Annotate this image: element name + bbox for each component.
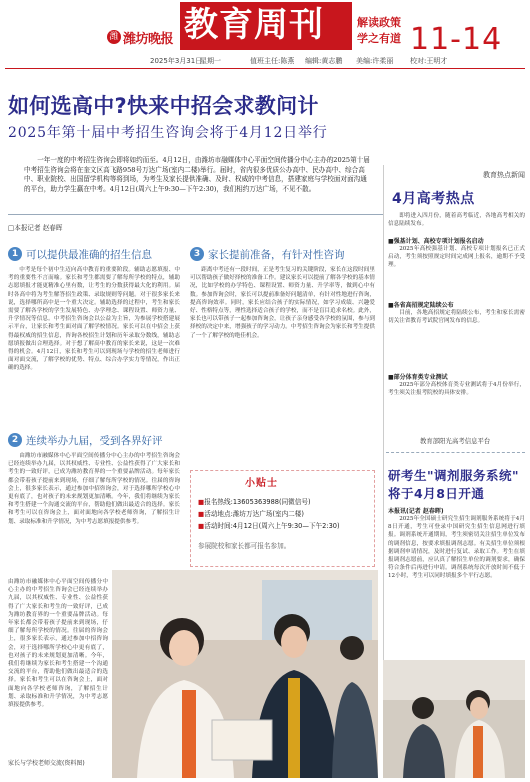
section-heading-2: 连续举办九届，受到各界好评 (26, 435, 163, 447)
tips-value: 13605363988(同微信号) (232, 498, 311, 506)
news1-item-3-text: 2025年部分高校体育类专业测试将于4月份举行，考生须关注报考院校的具体安排。 (388, 382, 525, 397)
tips-label: 活动地点: (204, 510, 233, 518)
section-heading-1: 可以提供最准确的招生信息 (26, 249, 152, 261)
masthead-divider (5, 68, 525, 69)
tips-item-hotline: ■报名热线:13605363988(同微信号) (198, 498, 311, 506)
section-body-1: 中考是每个初中生迈向高中教育的重要阶段。辅助志愿填报、中考的重要性不言而喻。家长和考生都需要了解每所学校的特点，辅助志愿填报才能更精准心里有数，让考生的分数获得最大化的利用。届时各高中将为考生解答招生政策、录取规则等问题。对于很多家长来说，选择哪所高中是一个重大决定。辅助选择的过程中，考生和家长需要了解各学校的学生发展特色、办学理念、课程设置、师资力量、升学情况等信息。中考招生咨询会以公益为主旨，为参展学校搭建展示平台，让家长和考生面对面了解学校情况。家长可以在中招会上获得最权威的招生信息，咨询各校招生计划和历年录取分数线，辅助志愿填报做出合理选择。对于想了解高中教育的家长来说，这是一次难得的机会。4月12日，家长和考生可以到现场与学校的招生老师进行面对面交流，了解学校的优势、特点、综合办学实力等情况，作出正确的选择。 (8, 267, 180, 372)
tips-label: 活动时间: (204, 522, 233, 530)
section-heading-3: 家长提前准备，有针对性咨询 (208, 249, 345, 261)
designer: 美编:许柔丽 (356, 57, 394, 65)
photo-caption: 家长与学校老师交流(资料图) (8, 760, 85, 767)
editor: 编辑:黄志鹏 (305, 57, 343, 65)
tips-title: 小贴士 (245, 478, 278, 489)
slogan-line-2: 学之有道 (357, 32, 401, 45)
news2-title-line-1: 研考生"调剂服务系统" (388, 468, 520, 483)
right-photo (383, 660, 525, 778)
tips-value: 潍坊万达广场(室内二楼) (232, 510, 304, 518)
news1-item-1-head: ■强基计划、高校专项计划报名启动 (388, 238, 484, 245)
slogan-line-1: 解读政策 (357, 16, 401, 29)
section-number-2: 2 (8, 433, 22, 447)
masthead (0, 0, 530, 58)
event-photo (112, 570, 378, 778)
right-photo-illustration (383, 660, 525, 778)
right-section-label: 教育热点新闻 (483, 171, 525, 179)
chief-editor: 值班主任:陈燕 (250, 57, 295, 65)
section-body-2: 由潍坊市融媒体中心平面空间传播分中心主办的中考招生咨询会已经连续举办九届，以其权威性、专业性、公益性获得了广大家长和考生的一致好评，已成为潍坊教育界的一个重要品牌活动。每年家长都会带着孩子提前来到现场，仔细了解每所学校的情况。往届的咨询会上，很多家长表示，通过参加中招咨询会，对于选择哪所学校心中更有底了，也对孩子的未来规划更加清晰。今年，我们将继续为家长和考生搭建一个沟通交流的平台，帮助他们做出最适合的选择。家长和考生可以在咨询会上，面对面地向各学校老师咨询，了解招生计划、录取标准和升学情况，为中考志愿填报提供参考。 (8, 453, 180, 525)
news1-title: 4月高考热点 (392, 191, 475, 207)
news1-intro: 即将进入四月份，随着高考临近，各地高考相关的信息陆续发布。 (388, 213, 525, 228)
tips-note: 参展院校和家长都可报名参加。 (198, 542, 291, 550)
article-subtitle: 2025年第十届中考招生咨询会将于4月12日举行 (8, 125, 328, 141)
news1-item-3-head: ■部分体育类专业测试 (388, 374, 448, 381)
issue-weekday: 星期一 (200, 57, 221, 65)
tips-label: 报名热线: (204, 498, 233, 506)
tips-box (190, 470, 375, 567)
proofreader: 校对:王明才 (410, 57, 448, 65)
section-title: 教育周刊 (184, 5, 324, 45)
page-range: 11-14 (410, 22, 503, 57)
issue-date: 2025年3月31日 (150, 57, 203, 65)
news2-body: 2025年全国硕士研究生招生调剂服务系统将于4月8日开通，考生可登录中国研究生招生信息网进行填报。调剂系统开通期间，考生须密切关注招生单位发布的调剂信息，按要求填报调剂志愿。有关招生单位须根据调剂申请情况，及时进行复试、录取工作。考生在填报调剂志愿前，应认真了解招生单位的调剂要求，确保符合条件后再进行申请。调剂系统每次开放时间不低于12小时，考生可以同时填报多个平行志愿。 (388, 516, 525, 580)
news-divider (386, 452, 525, 453)
section-body-3: 距离中考还有一段时间，正是考生复习的关键阶段，家长在这段时间里可以帮助孩子做好择校的准备工作。建议家长可以提前了解各学校的基本情况，比如学校的办学特色、课程设置、师资力量、升学率等，做到心中有数。参加咨询会时，家长可以提前准备好问题清单，有针对性地进行咨询，提高咨询效率。同时，家长应结合孩子的实际情况，如学习成绩、兴趣爱好、性格特点等，理性选择适合孩子的学校，而不是盲目追求名校。此外，家长也可以带孩子一起参加咨询会，让孩子亲身感受各学校的氛围，参与到择校的决定中来，增强孩子的学习动力。中考招生咨询会为家长和考生提供了一个了解学校的绝佳机会。 (190, 267, 375, 339)
news2-title-line-2: 将于4月8日开通 (388, 486, 485, 501)
article-title: 如何选高中?快来中招会求教问计 (8, 94, 319, 118)
tips-value: 4月12日(周六上午9:30—下午2:30) (232, 522, 340, 530)
photo-illustration (112, 570, 378, 778)
news2-byline: 本报讯(记者 赵春晖) (388, 508, 444, 515)
newspaper-logo-icon: 潍 (107, 30, 121, 44)
lead-divider (8, 214, 383, 215)
issue-info-bar (0, 56, 530, 66)
news1-item-1-text: 2025年高校强基计划、高校专项计划报名已正式启动，考生须按照规定时间完成网上报名，逾期不予受理。 (388, 246, 525, 269)
news1-item-2-text: 目前，各地高招规定将陆续公布，考生和家长需密切关注省教育考试院官网发布的信息。 (388, 310, 525, 325)
news1-source: 教育部阳光高考信息平台 (420, 437, 491, 445)
article-lead: 一年一度的中考招生咨询会即将如约而至。4月12日，由潍坊市融媒体中心平面空间传播分中心主办的2025第十届中考招生咨询会将在奎文区高飞路958号万达广场(室内二楼)举行。届时，省内很多优质公办高中、民办高中、综合高中、职业院校、出国留学机构等将到场，为考生及家长提供准确、及时、权威的中考信息，搭建家庭与学校面对面沟通的平台，助力学生赢在中考。4月12日(周六上午9:30—下午2:30)，我们相约万达广场，不见不散。 (24, 156, 370, 193)
news1-item-2-head: ■各省高招规定陆续公布 (388, 302, 454, 309)
section-body-2-cont: 由潍坊市融媒体中心平面空间传播分中心主办的中考招生咨询会已经连续举办九届，以其权威性、专业性、公益性获得了广大家长和考生的一致好评，已成为潍坊教育界的一个重要品牌活动。每年家长都会带着孩子提前来到现场，仔细了解每所学校的情况。往届的咨询会上，很多家长表示，通过参加中招咨询会，对于选择哪所学校心中更有底了，也对孩子的未来规划更加清晰。今年，我们将继续为家长和考生搭建一个沟通交流的平台，帮助他们做出最适合的选择。家长和考生可以在咨询会上，面对面地向各学校老师咨询，了解招生计划、录取标准和升学情况，为中考志愿填报提供参考。 (8, 579, 108, 709)
section-number-1: 1 (8, 247, 22, 261)
tips-item-time: ■活动时间:4月12日(周六上午9:30—下午2:30) (198, 522, 340, 530)
article-byline: □本报记者 赵春晖 (8, 224, 63, 232)
newspaper-name: 潍坊晚报 (123, 32, 174, 47)
tips-item-location: ■活动地点:潍坊万达广场(室内二楼) (198, 510, 304, 518)
section-number-3: 3 (190, 247, 204, 261)
